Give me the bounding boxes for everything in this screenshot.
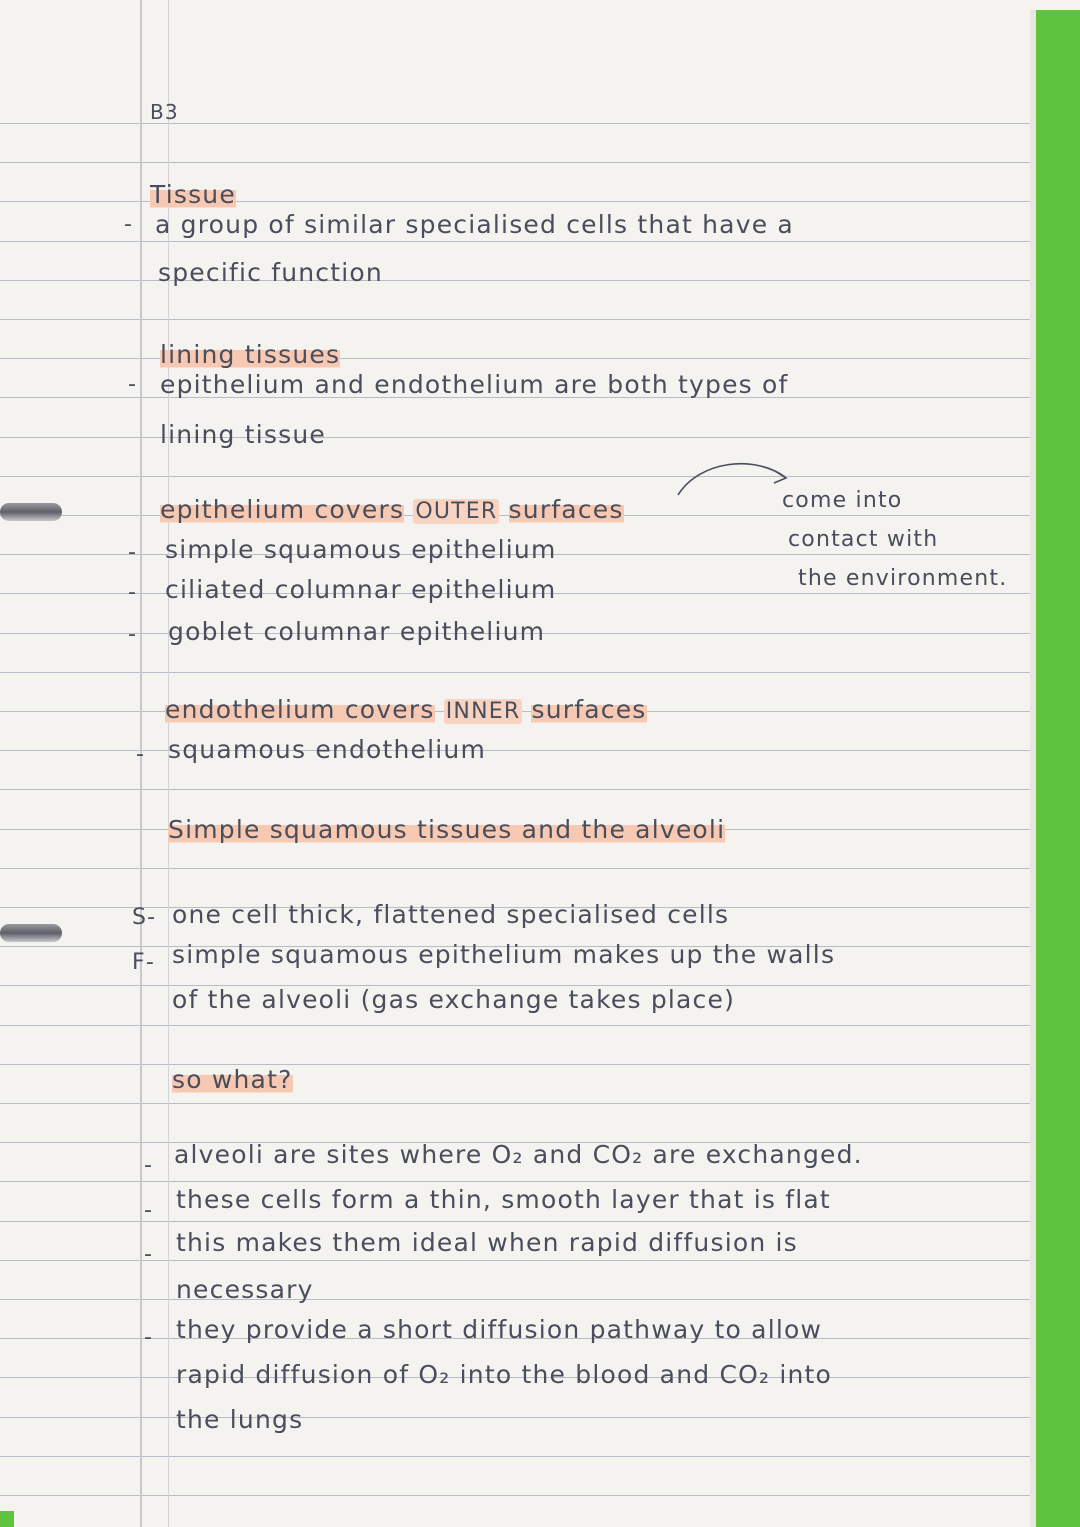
so-what-line: they provide a short diffusion pathway to allow xyxy=(176,1315,823,1344)
bullet-dash: - xyxy=(124,212,132,237)
bullet-dash: - xyxy=(144,1153,152,1178)
bullet-dash: - xyxy=(128,622,136,647)
ruled-line xyxy=(0,750,1045,751)
ruled-line xyxy=(0,1064,1045,1065)
ruled-line xyxy=(0,280,1045,281)
ruled-line xyxy=(0,241,1045,242)
tissue-definition-line2: specific function xyxy=(158,258,383,287)
ruled-line xyxy=(0,1260,1045,1261)
ruled-line xyxy=(0,868,1045,869)
ruled-line xyxy=(0,1299,1045,1300)
ruled-line xyxy=(0,1495,1045,1496)
so-what-line: the lungs xyxy=(176,1405,304,1434)
tissue-heading: Tissue xyxy=(150,180,236,209)
so-what-line: alveoli are sites where O₂ and CO₂ are exchanged. xyxy=(174,1140,863,1169)
divider-tab-corner xyxy=(0,1511,14,1527)
ruled-line xyxy=(0,437,1045,438)
epithelium-item: goblet columnar epithelium xyxy=(168,617,546,646)
bullet-dash: - xyxy=(144,1325,152,1350)
binder-ring-icon xyxy=(0,924,62,942)
curved-arrow-icon xyxy=(670,455,800,500)
bullet-dash: - xyxy=(136,742,144,767)
lining-line1: epithelium and endothelium are both types of xyxy=(160,370,789,399)
ruled-line xyxy=(0,672,1045,673)
ruled-line xyxy=(0,476,1045,477)
divider-tab xyxy=(1036,10,1080,1527)
structure-line: one cell thick, flattened specialised cells xyxy=(172,900,730,929)
ruled-line xyxy=(0,1456,1045,1457)
ruled-line xyxy=(0,789,1045,790)
binder-ring-icon xyxy=(0,503,62,521)
environment-note-line2: contact with xyxy=(788,527,939,552)
so-what-line: rapid diffusion of O₂ into the blood and CO₂ into xyxy=(176,1360,833,1389)
function-line1: simple squamous epithelium makes up the walls xyxy=(172,940,836,969)
environment-note-line1: come into xyxy=(782,488,903,513)
bullet-dash: - xyxy=(144,1242,152,1267)
endothelium-heading: endothelium covers INNER surfaces xyxy=(165,695,647,724)
bullet-dash: - xyxy=(128,540,136,565)
ruled-line xyxy=(0,358,1045,359)
lining-line2: lining tissue xyxy=(160,420,326,449)
ruled-line xyxy=(0,319,1045,320)
page-code: B3 xyxy=(150,100,179,124)
lining-heading: lining tissues xyxy=(160,340,341,369)
so-what-heading: so what? xyxy=(172,1065,293,1094)
so-what-line: necessary xyxy=(176,1275,314,1304)
bullet-dash: - xyxy=(144,1198,152,1223)
ruled-line xyxy=(0,1221,1045,1222)
ruled-line xyxy=(0,1181,1045,1182)
environment-note-line3: the environment. xyxy=(798,566,1008,591)
so-what-line: these cells form a thin, smooth layer that is flat xyxy=(176,1185,831,1214)
bullet-dash: - xyxy=(128,580,136,605)
epithelium-item: simple squamous epithelium xyxy=(165,535,557,564)
s-label: S- xyxy=(132,905,157,930)
ruled-line xyxy=(0,1025,1045,1026)
simple-squamous-heading: Simple squamous tissues and the alveoli xyxy=(168,815,726,844)
endothelium-item: squamous endothelium xyxy=(168,735,487,764)
so-what-line: this makes them ideal when rapid diffusion is xyxy=(176,1228,798,1257)
epithelium-heading: epithelium covers OUTER surfaces xyxy=(160,495,624,524)
epithelium-item: ciliated columnar epithelium xyxy=(165,575,557,604)
ruled-line xyxy=(0,162,1045,163)
function-line2: of the alveoli (gas exchange takes place) xyxy=(172,985,736,1014)
f-label: F- xyxy=(132,950,155,975)
ruled-line xyxy=(0,1417,1045,1418)
tissue-definition-line1: a group of similar specialised cells that have a xyxy=(155,210,794,239)
ruled-line xyxy=(0,1103,1045,1104)
bullet-dash: - xyxy=(128,372,136,397)
